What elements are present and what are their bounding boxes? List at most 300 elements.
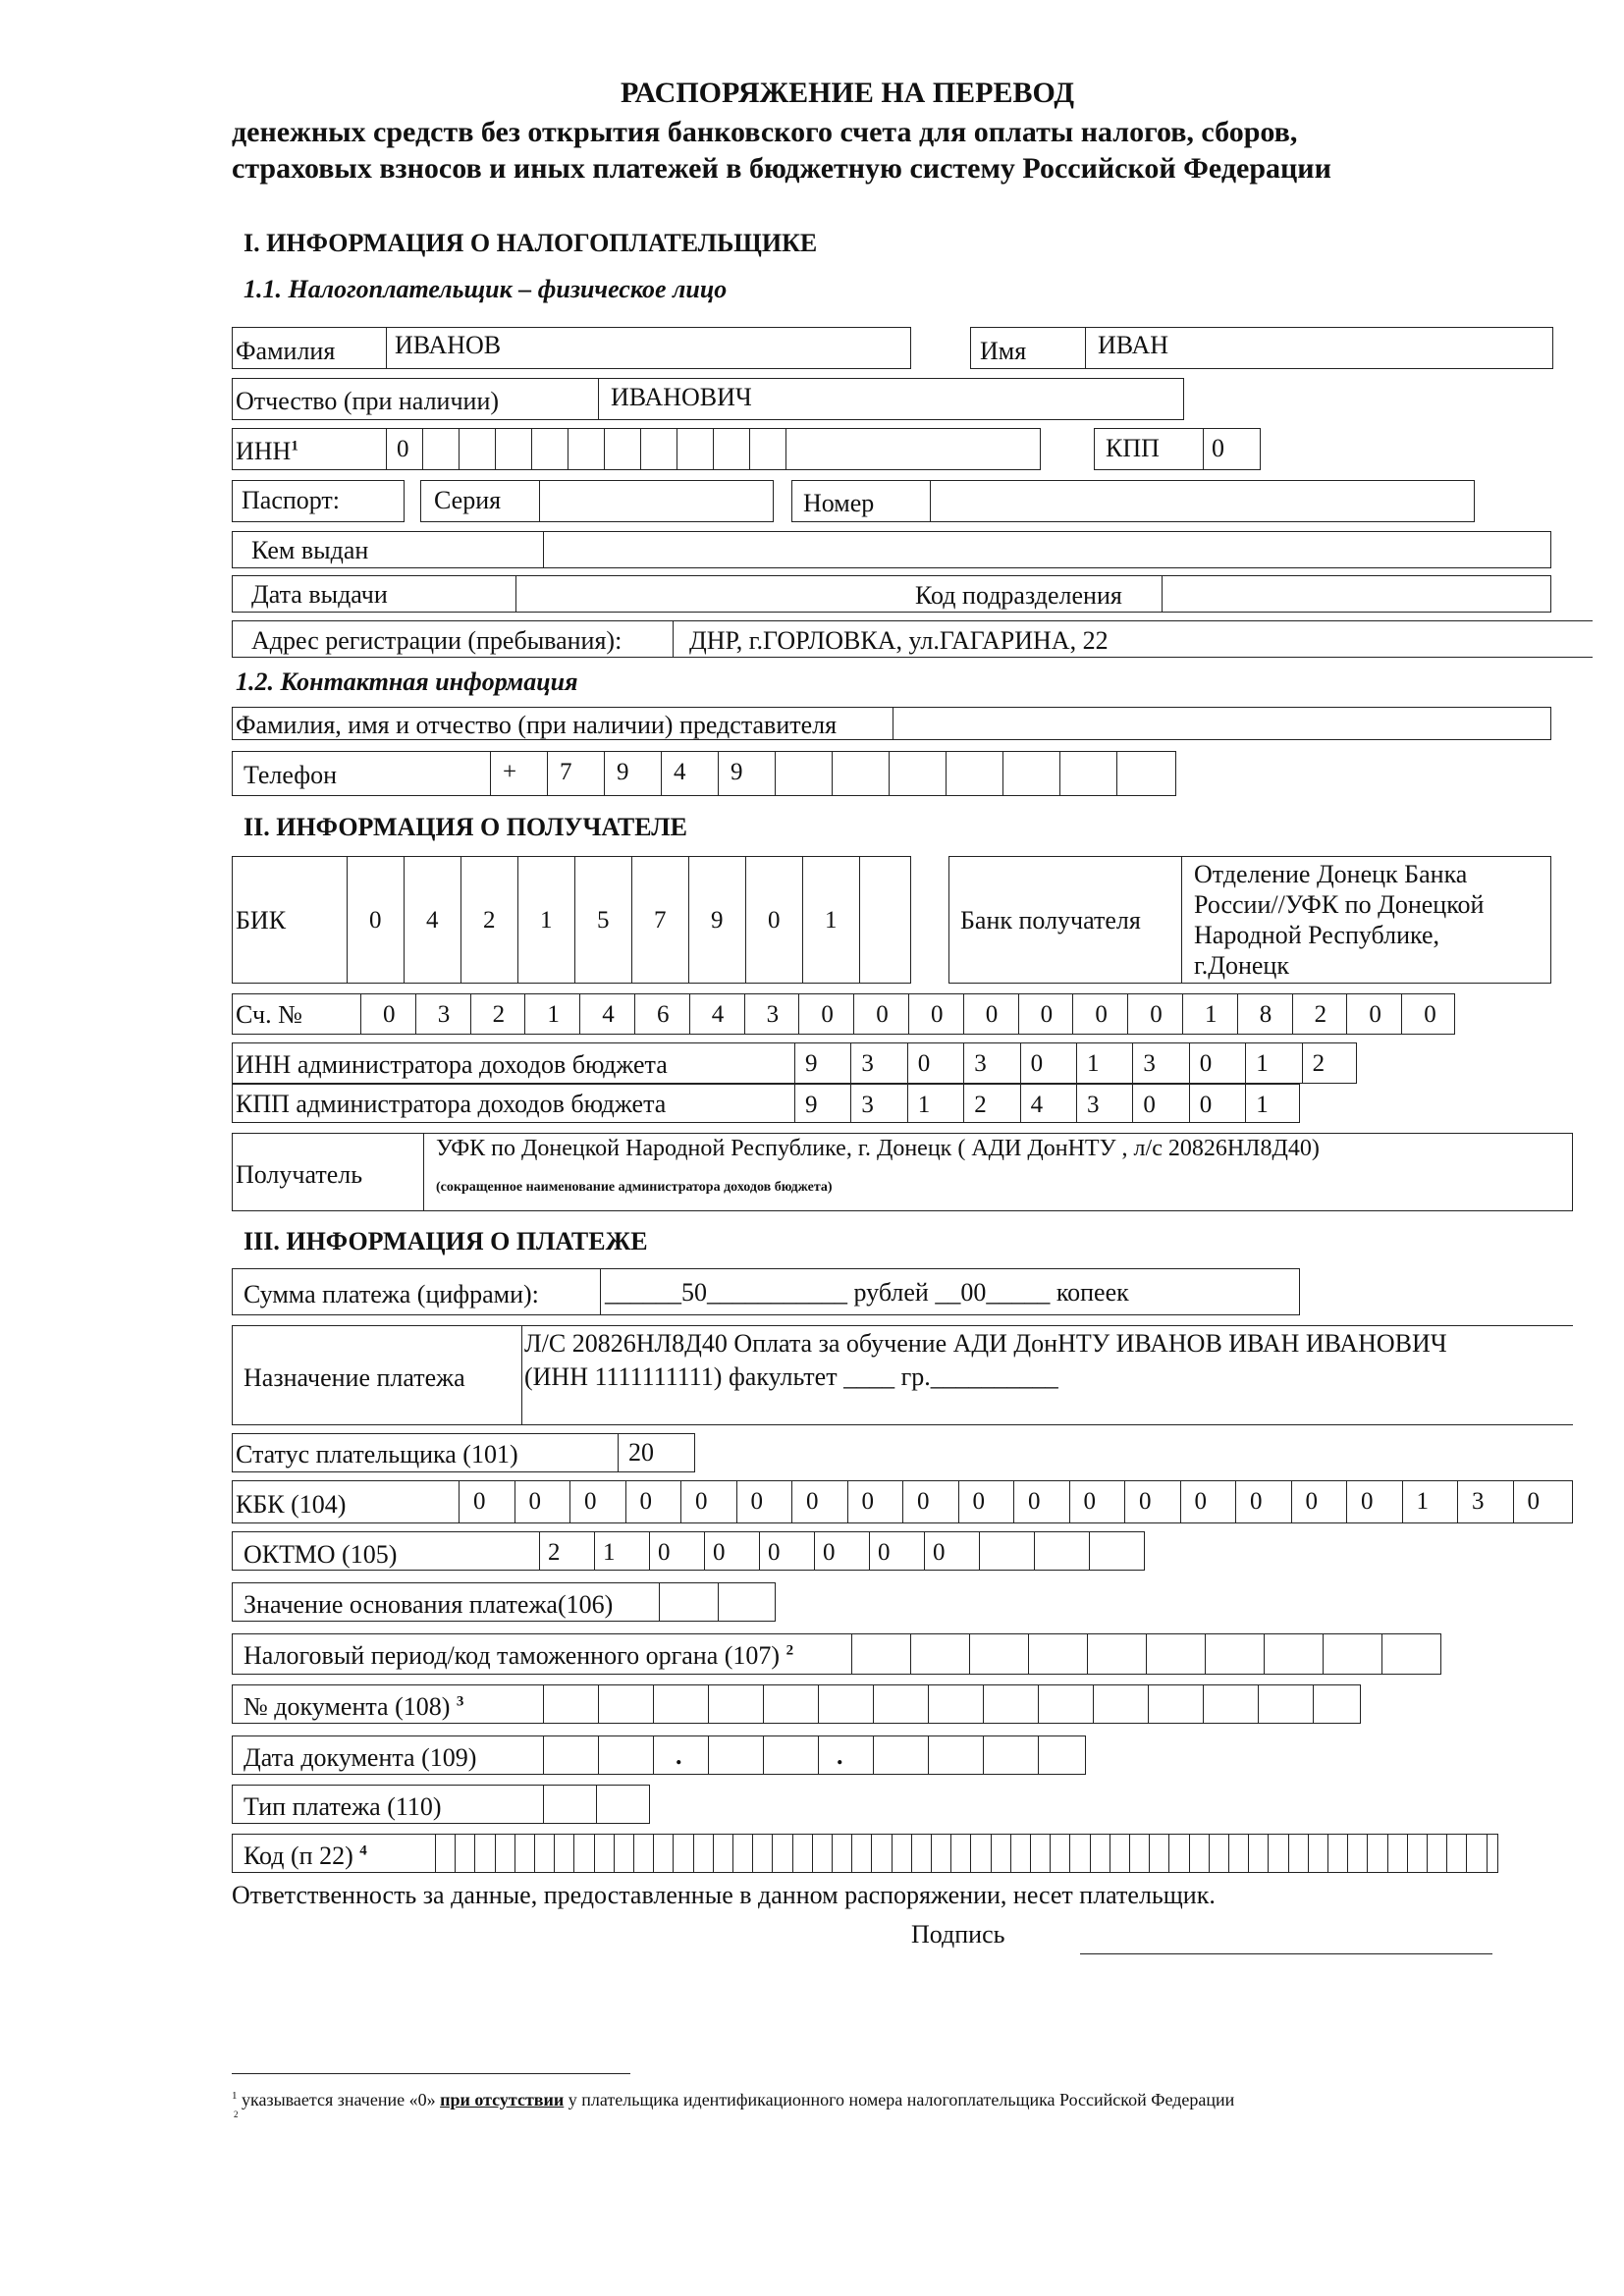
- docdate-cell[interactable]: [598, 1736, 653, 1774]
- kbk-cell[interactable]: [1069, 1481, 1125, 1522]
- code-cell[interactable]: [1209, 1835, 1228, 1872]
- admin-kpp-digit: 1: [1256, 1092, 1269, 1118]
- docnum-cell[interactable]: [598, 1685, 653, 1723]
- code-cell[interactable]: [673, 1835, 692, 1872]
- account-digit: 4: [711, 1001, 725, 1028]
- kbk-digit: 0: [1305, 1488, 1318, 1515]
- bik-cell[interactable]: [460, 857, 517, 983]
- admin-kpp-digit: 0: [1143, 1092, 1156, 1118]
- bank-name-line-4: г.Донецк: [1194, 951, 1289, 980]
- kbk-digit: 0: [528, 1488, 541, 1515]
- docdate-cell[interactable]: [543, 1736, 598, 1774]
- oktmo-cell[interactable]: [869, 1532, 924, 1570]
- admin-inn-cell[interactable]: [1189, 1043, 1245, 1083]
- date-dot-2: .: [837, 1741, 843, 1770]
- date-dot-1: .: [676, 1741, 682, 1770]
- passport-series-label: Серия: [434, 486, 502, 514]
- bank-name-line-3: Народной Республике,: [1194, 921, 1440, 949]
- docnum-cell[interactable]: [873, 1685, 928, 1723]
- sum-field[interactable]: ______50___________ рублей __00_____ копеек: [605, 1278, 1129, 1307]
- period-cell[interactable]: [1028, 1634, 1087, 1674]
- code-cell[interactable]: [792, 1835, 812, 1872]
- account-digit: 0: [876, 1001, 889, 1028]
- kbk-cell[interactable]: [958, 1481, 1014, 1522]
- account-digit: 3: [437, 1001, 451, 1028]
- account-cell[interactable]: [744, 994, 799, 1034]
- code-cell[interactable]: [931, 1835, 950, 1872]
- admin-kpp-cell[interactable]: [1132, 1085, 1188, 1122]
- inn-digit: 0: [397, 436, 409, 462]
- code-cell[interactable]: [732, 1835, 752, 1872]
- code-cell[interactable]: [693, 1835, 713, 1872]
- kbk-digit: 0: [917, 1488, 930, 1515]
- code-cell[interactable]: [573, 1835, 593, 1872]
- docdate-cell[interactable]: [873, 1736, 928, 1774]
- inn-cell[interactable]: [785, 429, 822, 469]
- kbk-digit: 0: [473, 1488, 486, 1515]
- code-cell[interactable]: [1487, 1835, 1506, 1872]
- admin-kpp-cell[interactable]: [1020, 1085, 1076, 1122]
- account-cell[interactable]: [415, 994, 470, 1034]
- account-cell[interactable]: [798, 994, 853, 1034]
- bik-digit: 2: [483, 907, 496, 934]
- account-digit: 1: [547, 1001, 560, 1028]
- account-digit: 0: [931, 1001, 944, 1028]
- code-cell[interactable]: [1466, 1835, 1486, 1872]
- oktmo-cell[interactable]: [594, 1532, 649, 1570]
- admin-inn-cell[interactable]: [794, 1043, 850, 1083]
- section-1-1-heading: 1.1. Налогоплательщик – физическое лицо: [244, 275, 728, 303]
- docnum-label: № документа (108) $^3$: [244, 1692, 464, 1721]
- docnum-cell[interactable]: [818, 1685, 873, 1723]
- admin-kpp-cell[interactable]: [850, 1085, 906, 1122]
- phone-cell[interactable]: [1059, 752, 1116, 795]
- docnum-cell[interactable]: [1203, 1685, 1258, 1723]
- oktmo-cell[interactable]: [539, 1532, 594, 1570]
- account-cell[interactable]: [524, 994, 579, 1034]
- inn-cell[interactable]: [531, 429, 568, 469]
- admin-inn-digit: 3: [974, 1050, 987, 1077]
- account-digit: 0: [1369, 1001, 1381, 1028]
- phone-digit: 9: [731, 759, 743, 785]
- name-label: Имя: [980, 337, 1027, 365]
- purpose-line-1[interactable]: Л/С 20826НЛ8Д40 Оплата за обучение АДИ ДонНТУ ИВАНОВ ИВАН ИВАНОВИЧ: [524, 1329, 1447, 1358]
- kbk-cell[interactable]: [1457, 1481, 1513, 1522]
- oktmo-cell[interactable]: [979, 1532, 1034, 1570]
- docnum-cell[interactable]: [928, 1685, 983, 1723]
- code-cell[interactable]: [871, 1835, 891, 1872]
- admin-inn-cell[interactable]: [1020, 1043, 1076, 1083]
- section-2-heading: II. ИНФОРМАЦИЯ О ПОЛУЧАТЕЛЕ: [244, 813, 687, 841]
- address-label: Адрес регистрации (пребывания):: [251, 626, 623, 655]
- kbk-digit: 0: [972, 1488, 985, 1515]
- account-digit: 8: [1259, 1001, 1272, 1028]
- oktmo-cell[interactable]: [649, 1532, 704, 1570]
- code-cell[interactable]: [991, 1835, 1010, 1872]
- account-cell[interactable]: [963, 994, 1018, 1034]
- kbk-cell[interactable]: [514, 1481, 570, 1522]
- docdate-cell[interactable]: [818, 1736, 873, 1774]
- admin-kpp-cell[interactable]: [794, 1085, 850, 1122]
- docnum-cell[interactable]: [543, 1685, 598, 1723]
- bik-cell[interactable]: [859, 857, 916, 983]
- oktmo-digit: 0: [823, 1539, 836, 1566]
- code-cell[interactable]: [1090, 1835, 1110, 1872]
- phone-cell[interactable]: [1002, 752, 1059, 795]
- issue-date-label: Дата выдачи: [251, 580, 388, 609]
- code-cell[interactable]: [1010, 1835, 1030, 1872]
- phone-row: [232, 751, 1176, 796]
- section-3-heading: III. ИНФОРМАЦИЯ О ПЛАТЕЖЕ: [244, 1227, 648, 1255]
- name-field[interactable]: ИВАН: [1098, 331, 1169, 359]
- signature-line[interactable]: [1080, 1953, 1492, 1954]
- bank-name-line-1: Отделение Донецк Банка: [1194, 860, 1468, 888]
- admin-kpp-cell[interactable]: [907, 1085, 963, 1122]
- oktmo-cell[interactable]: [814, 1532, 869, 1570]
- inn-cell[interactable]: [568, 429, 604, 469]
- code-cell[interactable]: [752, 1835, 772, 1872]
- purpose-line-2[interactable]: (ИНН 1111111111) факультет ____ гр.__________: [524, 1362, 1058, 1391]
- oktmo-digit: 2: [548, 1539, 561, 1566]
- code-cell[interactable]: [1407, 1835, 1427, 1872]
- account-label: Сч. №: [236, 1000, 302, 1029]
- code-cell[interactable]: [1387, 1835, 1407, 1872]
- code-cell[interactable]: [1168, 1835, 1188, 1872]
- docnum-cell[interactable]: [1313, 1685, 1368, 1723]
- code-cell[interactable]: [1129, 1835, 1149, 1872]
- docdate-cell[interactable]: [1038, 1736, 1093, 1774]
- kbk-row: [232, 1480, 1573, 1523]
- passport-number-box: [791, 480, 1475, 522]
- code-cell[interactable]: [1347, 1835, 1367, 1872]
- account-cell[interactable]: [470, 994, 525, 1034]
- admin-inn-digit: 9: [805, 1050, 818, 1077]
- code-cell[interactable]: [455, 1835, 474, 1872]
- oktmo-digit: 0: [933, 1539, 946, 1566]
- phone-cell[interactable]: [1116, 752, 1173, 795]
- code-cell[interactable]: [1367, 1835, 1386, 1872]
- phone-cell[interactable]: [490, 752, 547, 795]
- code-cell[interactable]: [1268, 1835, 1287, 1872]
- bik-cell[interactable]: [347, 857, 404, 983]
- account-cell[interactable]: [579, 994, 634, 1034]
- kbk-digit: 0: [806, 1488, 819, 1515]
- code-cell[interactable]: [614, 1835, 633, 1872]
- inn-cell[interactable]: [749, 429, 785, 469]
- period-cell[interactable]: [1323, 1634, 1381, 1674]
- docdate-cell[interactable]: [708, 1736, 763, 1774]
- phone-cell[interactable]: [889, 752, 946, 795]
- kbk-cell[interactable]: [847, 1481, 903, 1522]
- docdate-cell[interactable]: [928, 1736, 983, 1774]
- bik-cell[interactable]: [404, 857, 460, 983]
- code-cell[interactable]: [1327, 1835, 1347, 1872]
- account-cell[interactable]: [1401, 994, 1456, 1034]
- account-digit: 0: [383, 1001, 396, 1028]
- account-digit: 2: [492, 1001, 506, 1028]
- admin-inn-label: ИНН администратора доходов бюджета: [236, 1050, 668, 1079]
- period-cell[interactable]: [851, 1634, 910, 1674]
- bik-digit: 1: [825, 907, 838, 934]
- code-cell[interactable]: [832, 1835, 851, 1872]
- kbk-digit: 0: [584, 1488, 597, 1515]
- code-cell[interactable]: [514, 1835, 534, 1872]
- kbk-digit: 0: [1361, 1488, 1374, 1515]
- inn-cell[interactable]: [422, 429, 459, 469]
- code-cell[interactable]: [435, 1835, 455, 1872]
- account-cell[interactable]: [1346, 994, 1401, 1034]
- account-digit: 3: [766, 1001, 780, 1028]
- kbk-cell[interactable]: [791, 1481, 847, 1522]
- code-cell[interactable]: [1189, 1835, 1209, 1872]
- issue-date-row: [232, 575, 1551, 613]
- period-cell[interactable]: [1381, 1634, 1440, 1674]
- account-digit: 0: [1095, 1001, 1108, 1028]
- kbk-cell[interactable]: [736, 1481, 792, 1522]
- kbk-digit: 1: [1416, 1488, 1429, 1515]
- name-row: [970, 327, 1553, 369]
- admin-inn-digit: 1: [1256, 1050, 1269, 1077]
- admin-kpp-digit: 0: [1199, 1092, 1213, 1118]
- account-cell[interactable]: [634, 994, 689, 1034]
- docnum-cell[interactable]: [1258, 1685, 1313, 1723]
- account-cell[interactable]: [1182, 994, 1237, 1034]
- bik-cell[interactable]: [802, 857, 859, 983]
- account-cell[interactable]: [1018, 994, 1073, 1034]
- kbk-digit: 0: [1083, 1488, 1096, 1515]
- recipient-field[interactable]: УФК по Донецкой Народной Республике, г. Донецк ( АДИ ДонНТУ , л/с 20826НЛ8Д40): [436, 1136, 1320, 1161]
- kbk-digit: 0: [750, 1488, 763, 1515]
- inn-cell[interactable]: [459, 429, 495, 469]
- period-cell[interactable]: [969, 1634, 1028, 1674]
- kbk-cell[interactable]: [1124, 1481, 1180, 1522]
- title-line-2: денежных средств без открытия банковского счета для оплаты налогов, сборов,: [232, 116, 1298, 148]
- issued-by-label: Кем выдан: [251, 536, 369, 564]
- account-cell[interactable]: [1237, 994, 1292, 1034]
- kbk-cell[interactable]: [680, 1481, 736, 1522]
- code-cell[interactable]: [1308, 1835, 1327, 1872]
- account-cell[interactable]: [908, 994, 963, 1034]
- phone-digit: 9: [617, 759, 629, 785]
- code-cell[interactable]: [772, 1835, 791, 1872]
- code-cell[interactable]: [653, 1835, 673, 1872]
- code-cell[interactable]: [1248, 1835, 1268, 1872]
- section-1-heading: I. ИНФОРМАЦИЯ О НАЛОГОПЛАТЕЛЬЩИКЕ: [244, 229, 818, 257]
- phone-digit: +: [503, 759, 517, 785]
- kbk-digit: 0: [639, 1488, 652, 1515]
- bik-cell[interactable]: [688, 857, 745, 983]
- kbk-cell[interactable]: [1513, 1481, 1569, 1522]
- section-1-2-heading: 1.2. Контактная информация: [236, 667, 578, 696]
- code-cell[interactable]: [1050, 1835, 1069, 1872]
- inn-cell[interactable]: [495, 429, 531, 469]
- code-cell[interactable]: [713, 1835, 732, 1872]
- phone-cell[interactable]: [946, 752, 1002, 795]
- kbk-cell[interactable]: [625, 1481, 681, 1522]
- admin-inn-digit: 3: [861, 1050, 874, 1077]
- bank-label: Банк получателя: [960, 906, 1141, 934]
- code-cell[interactable]: [970, 1835, 990, 1872]
- kpp-field[interactable]: 0: [1212, 434, 1224, 462]
- inn-cell[interactable]: [677, 429, 713, 469]
- period-cell[interactable]: [910, 1634, 969, 1674]
- title-line-1: РАСПОРЯЖЕНИЕ НА ПЕРЕВОД: [621, 77, 1075, 109]
- phone-cell[interactable]: [775, 752, 832, 795]
- code-cell[interactable]: [633, 1835, 653, 1872]
- code-cell[interactable]: [851, 1835, 871, 1872]
- code-cell[interactable]: [812, 1835, 832, 1872]
- oktmo-cell[interactable]: [704, 1532, 759, 1570]
- code-cell[interactable]: [1030, 1835, 1050, 1872]
- bik-cell[interactable]: [574, 857, 631, 983]
- account-cell[interactable]: [689, 994, 744, 1034]
- kbk-cell[interactable]: [1291, 1481, 1347, 1522]
- period-cell[interactable]: [1146, 1634, 1205, 1674]
- code-cell[interactable]: [1110, 1835, 1129, 1872]
- admin-kpp-digit: 1: [917, 1092, 931, 1118]
- kbk-digit: 0: [861, 1488, 874, 1515]
- status-field[interactable]: 20: [628, 1438, 654, 1467]
- period-cell[interactable]: [1087, 1634, 1146, 1674]
- bik-label: БИК: [236, 906, 287, 934]
- admin-kpp-cell[interactable]: [1245, 1085, 1301, 1122]
- admin-kpp-digit: 3: [861, 1092, 874, 1118]
- passport-label: Паспорт:: [242, 486, 341, 514]
- admin-kpp-cell[interactable]: [1076, 1085, 1132, 1122]
- kbk-cell[interactable]: [1402, 1481, 1458, 1522]
- bik-digit: 9: [711, 907, 724, 934]
- code-cell[interactable]: [1069, 1835, 1089, 1872]
- inn-cell[interactable]: [713, 429, 749, 469]
- code-cell[interactable]: [892, 1835, 911, 1872]
- phone-digit: 4: [674, 759, 686, 785]
- footnote-1: $^1$ указывается значение «0» при отсутствии у плательщика идентификационного номера налогоплательщика Российской Федерации: [232, 2090, 1235, 2109]
- oktmo-digit: 1: [603, 1539, 616, 1566]
- code-cell[interactable]: [474, 1835, 494, 1872]
- docnum-cell[interactable]: [983, 1685, 1038, 1723]
- code-cell[interactable]: [1288, 1835, 1308, 1872]
- period-cell[interactable]: [1264, 1634, 1323, 1674]
- code-cell[interactable]: [950, 1835, 970, 1872]
- admin-inn-cell[interactable]: [850, 1043, 906, 1083]
- footnote-2-marker: 2: [234, 2109, 239, 2119]
- issued-by-row: [232, 531, 1551, 568]
- bik-cell[interactable]: [517, 857, 574, 983]
- docnum-cell[interactable]: [653, 1685, 708, 1723]
- oktmo-cell[interactable]: [1089, 1532, 1144, 1570]
- kbk-cell[interactable]: [1346, 1481, 1402, 1522]
- admin-inn-cell[interactable]: [1132, 1043, 1188, 1083]
- account-cell[interactable]: [360, 994, 415, 1034]
- code-cell[interactable]: [495, 1835, 514, 1872]
- code-cell[interactable]: [1446, 1835, 1466, 1872]
- docnum-cell[interactable]: [1038, 1685, 1093, 1723]
- kbk-cell[interactable]: [902, 1481, 958, 1522]
- code-cell[interactable]: [1149, 1835, 1168, 1872]
- docnum-cell[interactable]: [763, 1685, 818, 1723]
- footnote-rule: [232, 2073, 630, 2074]
- patronymic-field[interactable]: ИВАНОВИЧ: [611, 383, 752, 411]
- kbk-digit: 0: [1527, 1488, 1540, 1515]
- admin-kpp-cell[interactable]: [1189, 1085, 1245, 1122]
- inn-row: [232, 428, 1041, 470]
- address-field[interactable]: ДНР, г.ГОРЛОВКА, ул.ГАГАРИНА, 22: [689, 626, 1109, 655]
- docnum-cell[interactable]: [708, 1685, 763, 1723]
- code-cell[interactable]: [594, 1835, 614, 1872]
- kbk-cell[interactable]: [1235, 1481, 1291, 1522]
- admin-kpp-label: КПП администратора доходов бюджета: [236, 1090, 667, 1118]
- oktmo-cell[interactable]: [1034, 1532, 1089, 1570]
- account-cell[interactable]: [1127, 994, 1182, 1034]
- admin-kpp-cell[interactable]: [963, 1085, 1019, 1122]
- kbk-cell[interactable]: [459, 1481, 514, 1522]
- period-cell[interactable]: [1205, 1634, 1264, 1674]
- docnum-cell[interactable]: [1148, 1685, 1203, 1723]
- account-digit: 2: [1314, 1001, 1327, 1028]
- code-cell[interactable]: [1228, 1835, 1248, 1872]
- kbk-cell[interactable]: [569, 1481, 625, 1522]
- account-digit: 0: [985, 1001, 999, 1028]
- kbk-digit: 0: [1028, 1488, 1041, 1515]
- account-cell[interactable]: [1072, 994, 1127, 1034]
- admin-inn-cell[interactable]: [1245, 1043, 1301, 1083]
- code-cell[interactable]: [911, 1835, 931, 1872]
- oktmo-cell[interactable]: [924, 1532, 979, 1570]
- code-cell[interactable]: [1427, 1835, 1446, 1872]
- admin-inn-cell[interactable]: [907, 1043, 963, 1083]
- bik-cell[interactable]: [631, 857, 688, 983]
- inn-cell[interactable]: [640, 429, 677, 469]
- phone-cell[interactable]: [832, 752, 889, 795]
- bik-digit: 5: [597, 907, 610, 934]
- basis-label: Значение основания платежа(106): [244, 1590, 614, 1619]
- bik-cell[interactable]: [745, 857, 802, 983]
- sum-label: Сумма платежа (цифрами):: [244, 1280, 539, 1308]
- kbk-cell[interactable]: [1180, 1481, 1236, 1522]
- inn-cell[interactable]: [604, 429, 640, 469]
- kbk-digit: 3: [1472, 1488, 1485, 1515]
- code-label: Код (п 22) $^4$: [244, 1842, 367, 1870]
- code-row: [232, 1834, 1498, 1873]
- docdate-cell[interactable]: [763, 1736, 818, 1774]
- account-cell[interactable]: [853, 994, 908, 1034]
- kbk-cell[interactable]: [1013, 1481, 1069, 1522]
- phone-label: Телефон: [244, 761, 338, 789]
- phone-cell[interactable]: [718, 752, 775, 795]
- kbk-digit: 0: [1194, 1488, 1207, 1515]
- admin-inn-cell[interactable]: [963, 1043, 1019, 1083]
- phone-cell[interactable]: [547, 752, 604, 795]
- surname-field[interactable]: ИВАНОВ: [395, 331, 502, 359]
- code-cell[interactable]: [554, 1835, 573, 1872]
- recipient-label: Получатель: [236, 1160, 363, 1189]
- representative-label: Фамилия, имя и отчество (при наличии) представителя: [236, 711, 838, 739]
- code-cell[interactable]: [534, 1835, 554, 1872]
- phone-cell[interactable]: [604, 752, 661, 795]
- docdate-cell[interactable]: [983, 1736, 1038, 1774]
- oktmo-cell[interactable]: [759, 1532, 814, 1570]
- admin-inn-cell[interactable]: [1302, 1043, 1358, 1083]
- account-digit: 0: [1040, 1001, 1054, 1028]
- inn-cell[interactable]: [386, 429, 422, 469]
- docnum-cell[interactable]: [1093, 1685, 1148, 1723]
- admin-inn-cell[interactable]: [1076, 1043, 1132, 1083]
- account-cell[interactable]: [1292, 994, 1347, 1034]
- responsibility-text: Ответственность за данные, предоставленные в данном распоряжении, несет плательщик.: [232, 1881, 1216, 1909]
- admin-inn-digit: 0: [917, 1050, 931, 1077]
- phone-cell[interactable]: [661, 752, 718, 795]
- admin-inn-digit: 3: [1143, 1050, 1156, 1077]
